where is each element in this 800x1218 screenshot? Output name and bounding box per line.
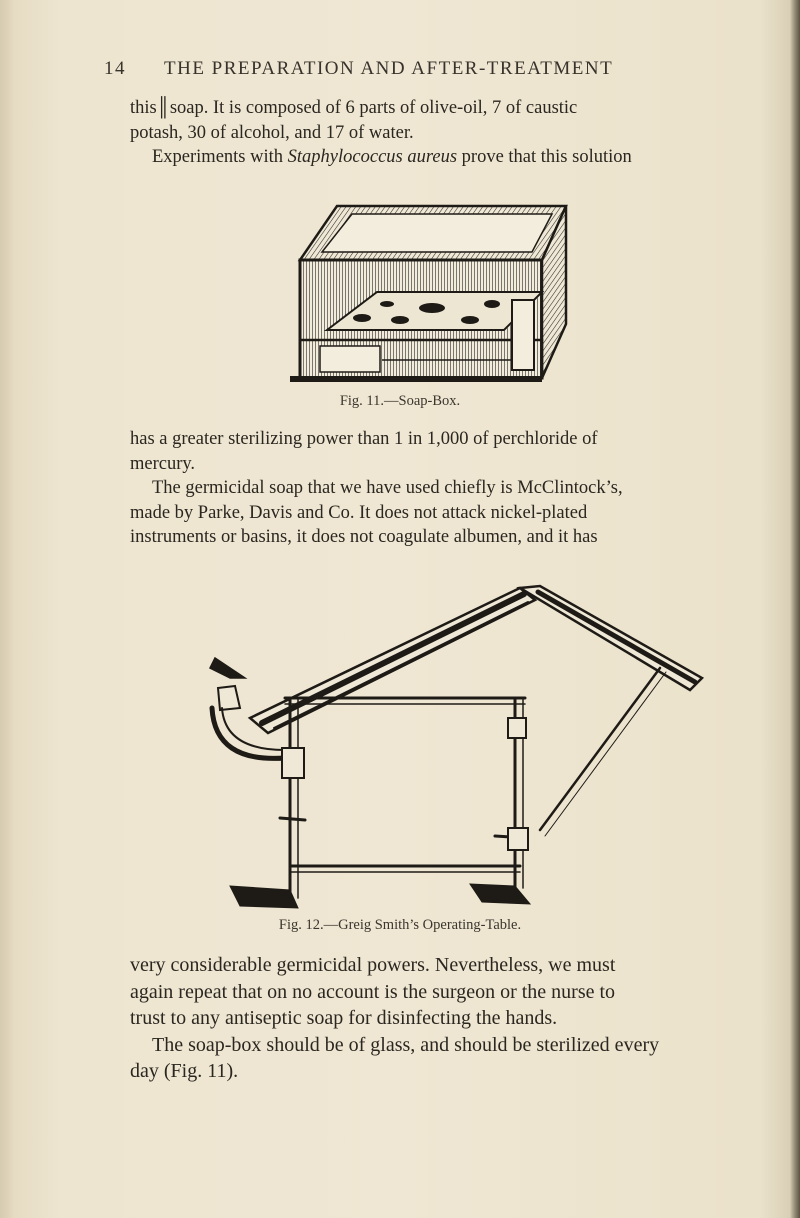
paragraph-3 [130, 952, 690, 1085]
text-line: again repeat that on no account is the surgeon or the nurse to [130, 980, 616, 1003]
paragraph-2 [130, 427, 690, 550]
text-line: The soap-box should be of glass, and should be sterilized every [152, 1033, 660, 1056]
page-gutter-shadow [0, 0, 14, 1218]
text-line: very considerable germicidal powers. Nevertheless, we must [130, 954, 616, 976]
page-edge-shadow [790, 0, 800, 1218]
text-line: has a greater sterilizing power than 1 in 1,000 of perchloride of [130, 429, 598, 449]
text-line: trust to any antiseptic soap for disinfecting the hands. [130, 1007, 558, 1029]
page-number: 14 [104, 58, 126, 79]
figure-11-caption: Fig. 11.—Soap-Box. [339, 393, 461, 409]
operating-table-figure [190, 568, 720, 913]
text-line: Experiments with Staphylococcus aureus prove that this solution [152, 147, 632, 167]
running-title: THE PREPARATION AND AFTER-TREATMENT [164, 58, 614, 79]
text-line: potash, 30 of alcohol, and 17 of water. [130, 122, 414, 143]
text-line: made by Parke, Davis and Co. It does not attack nickel-plated [130, 502, 588, 523]
figure-12-caption: Fig. 12.—Greig Smith’s Operating-Table. [278, 917, 522, 933]
paragraph-1 [130, 96, 690, 170]
text-line: day (Fig. 11). [130, 1060, 239, 1082]
text-line: instruments or basins, it does not coagulate albumen, and it has [130, 527, 598, 547]
text-line: The germicidal soap that we have used chiefly is McClintock’s, [152, 478, 623, 498]
soap-box-figure [282, 200, 572, 385]
text-line: this║soap. It is composed of 6 parts of olive-oil, 7 of caustic [130, 98, 578, 118]
text-line: mercury. [130, 453, 196, 474]
species-name: Staphylococcus aureus [287, 147, 458, 167]
